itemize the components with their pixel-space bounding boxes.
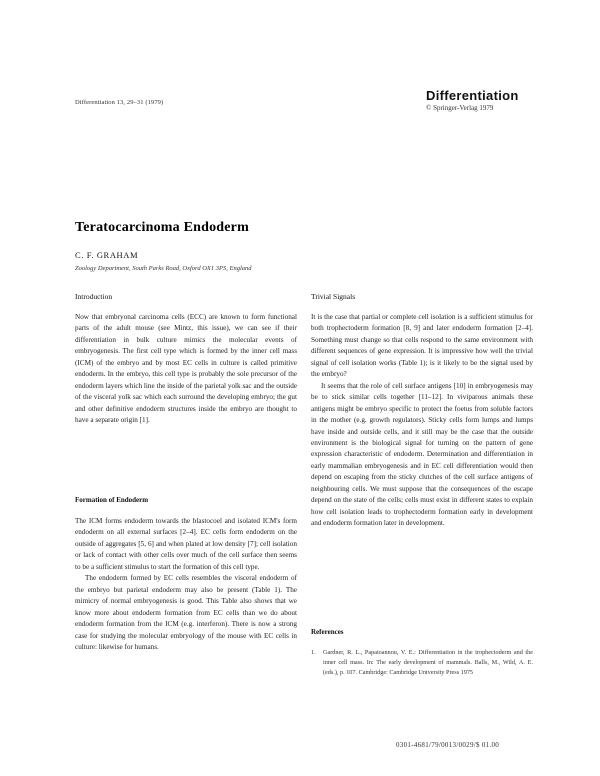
formation-paragraph: The ICM forms endoderm towards the blastocoel and isolated ICM's form endoderm on all external surfaces [2–4]. EC cells form endoderm on the outside of aggregates [5, 6] and when plated at low density [7]; cell isolation or lack of contact with other cells over much of the cell surface then seems to be a sufficient stimulus to start the formation of this cell type. xyxy=(75,517,297,571)
formation-paragraph: The endoderm formed by EC cells resembles the visceral endoderm of the embryo but parietal endoderm may also be present (Table 1). The mimicry of normal embryogenesis is good. This Table also shows that we know more about endoderm formation from EC cells than we do about endoderm formation from the ICM (e.g. interferon). There is now a strong case for studying the molecular embryology of the mouse with EC cells in culture: likewise for humans. xyxy=(75,574,297,651)
author-name: C. F. GRAHAM xyxy=(75,250,139,260)
journal-citation: Differentiation 13, 29–31 (1979) xyxy=(75,99,164,106)
references-heading: References xyxy=(311,628,344,636)
article-title: Teratocarcinoma Endoderm xyxy=(75,220,249,235)
formation-heading: Formation of Endoderm xyxy=(75,496,149,504)
journal-copyright: © Springer-Verlag 1979 xyxy=(426,104,494,112)
introduction-body xyxy=(75,312,297,427)
trivial-signals-body xyxy=(311,312,533,530)
formation-body xyxy=(75,516,297,653)
reference-list xyxy=(311,648,533,678)
introduction-paragraph: Now that embryonal carcinoma cells (ECC) are known to form functional parts of the adult mouse (see Mintz, this issue), we can see if their differentiation in bulk culture mimics the molecular events of embryogenesis. The first cell type which is formed by the inner cell mass (ICM) of the embryo and by most EC cells in culture is called primitive endoderm. In the embryo, this cell type is probably the sole precursor of the endoderm layers which line the inside of the parietal yolk sac and the outside of the visceral yolk sac which each surround the developing embryo; the gut and other definitive endoderm structures inside the embryo are thought to have a separate origin [1]. xyxy=(75,313,297,425)
trivial-signals-heading: Trivial Signals xyxy=(311,292,356,301)
footer-code: 0301-4681/79/0013/0029/$ 01.00 xyxy=(396,741,500,749)
introduction-heading: Introduction xyxy=(75,292,113,301)
journal-name: Differentiation xyxy=(426,88,519,103)
reference-text: Gardner, R. L., Papaioannou, V. E.: Differentiation in the trophectoderm and the inner cell mass. In: The early development of mammals. Balls, M., Wild, A. E. (eds.), p. 107. Cambridge: Cambridge University Press 1975 xyxy=(323,649,533,676)
reference-item xyxy=(311,648,533,678)
reference-number: 1. xyxy=(311,649,316,656)
author-affiliation: Zoology Department, South Parks Road, Oxford OX1 3PS, England xyxy=(75,265,252,272)
trivial-signals-paragraph: It is the case that partial or complete cell isolation is a sufficient stimulus for both trophectoderm formation [8, 9] and later endoderm formation [2–4]. Something must change so that cells respond to the same environment with different sequences of gene expression. It is impressive how well the trivial signal of cell isolation works (Table 1); is it likely to be the signal used by the embryo? xyxy=(311,313,533,379)
trivial-signals-paragraph: It seems that the role of cell surface antigens [10] in embryogenesis may be to stick similar cells together [11–12]. In viviparous animals these antigens might be embryo specific to protect the foetus from soluble factors in the mother (e.g. growth regulators). Sticky cells form lumps and lumps have inside and outside cells, and it still may be the case that the outside environment is the biological signal for turning on the pattern of gene expression characteristic of endoderm. Determination and differentiation in early mammalian embryogenesis and in EC cell differentiation would then depend on escaping from the sticky clutches of the cell surface antigens of neighbouring cells. We must suppose that the consequences of the escape depend on the state of the cells; cells must exist in different states to explain how cell isolation leads to trophectoderm formation early in development and endoderm formation later in development. xyxy=(311,381,533,528)
